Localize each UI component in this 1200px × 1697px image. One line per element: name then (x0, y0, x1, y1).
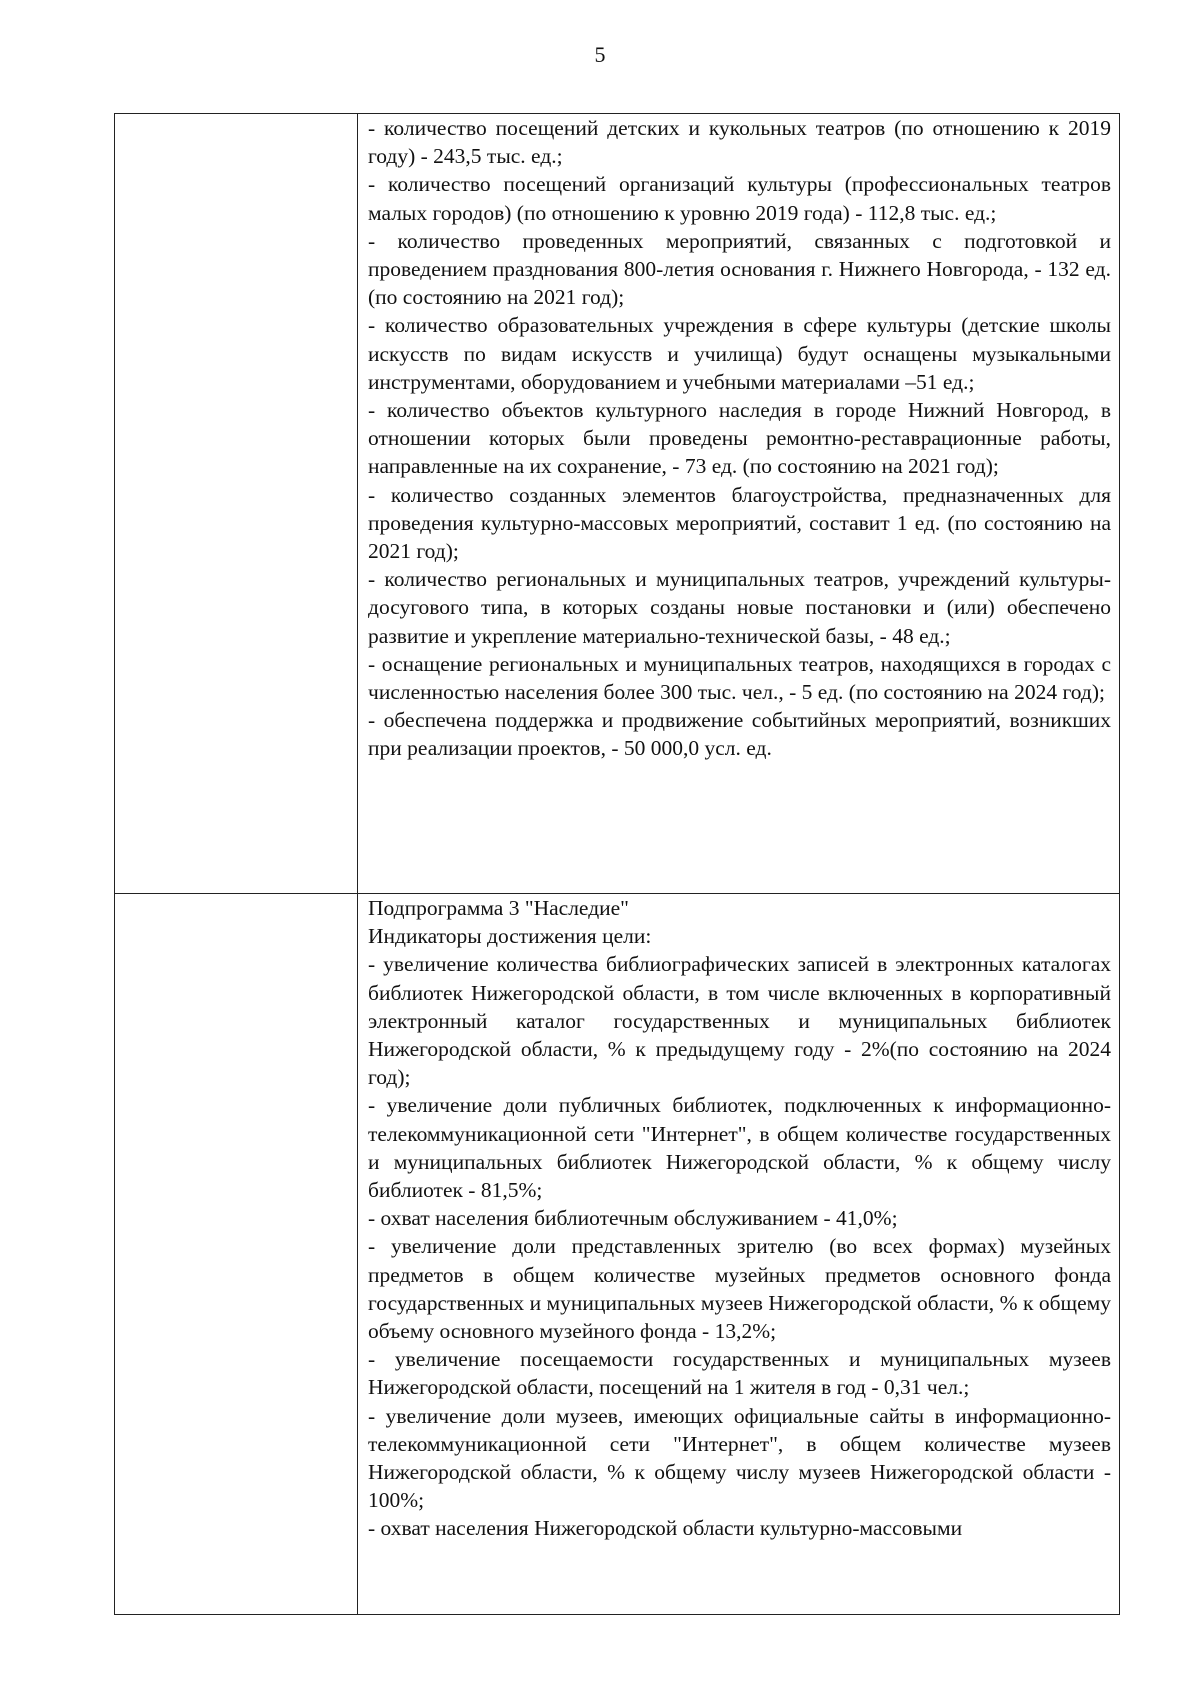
indicator-item: - количество посещений организаций культуры (профессиональных театров малых городов) (по отношению к уровню 2019 года) - 112,8 тыс. ед.; (368, 172, 1111, 225)
indicators-table (114, 113, 1120, 1615)
indicator-item: - количество проведенных мероприятий, связанных с подготовкой и проведением празднования 800-летия основания г. Нижнего Новгорода, - 132 ед. (по состоянию на 2021 год); (368, 228, 1111, 310)
indicator-item: - обеспечена поддержка и продвижение событийных мероприятий, возникших при реализации проектов, - 50 000,0 усл. ед. (368, 708, 1111, 761)
indicator-item: - количество региональных и муниципальных театров, учреждений культуры-досугового типа, в которых созданы новые постановки и (или) обеспечено развитие и укрепление материально-технической базы, - 48 ед.; (368, 567, 1111, 648)
indicator-item: - количество созданных элементов благоустройства, предназначенных для проведения культурно-массовых мероприятий, составит 1 ед. (по состоянию на 2021 год); (368, 482, 1111, 564)
table-cell-left (115, 114, 358, 894)
indicator-item: - увеличение доли представленных зрителю (во всех формах) музейных предметов в общем количестве музейных предметов основного фонда государственных и муниципальных музеев Нижегородской области, % к общему объему основного музейного фонда - 13,2%; (368, 1234, 1111, 1344)
indicator-item: - увеличение количества библиографических записей в электронных каталогах библиотек Нижегородской области, в том числе включенных в корпоративный электронный каталог государственных и муниципальных библиотек Нижегородской области, % к предыдущему году - 2%(по состоянию на 2024 год); (368, 952, 1111, 1090)
subprogram-title: Подпрограмма 3 "Наследие" (368, 896, 629, 920)
indicator-item: - увеличение посещаемости государственных и муниципальных музеев Нижегородской области, посещений на 1 жителя в год - 0,31 чел.; (368, 1347, 1111, 1400)
indicator-list (358, 894, 1119, 1543)
indicator-item: - количество объектов культурного наследия в городе Нижний Новгород, в отношении которых были проведены ремонтно-реставрационные работы, направленные на их сохранение, - 73 ед. (по состоянию на 2021 год); (368, 398, 1111, 479)
indicator-item: - количество посещений детских и кукольных театров (по отношению к 2019 году) - 243,5 тыс. ед.; (368, 116, 1111, 169)
page-number: 5 (594, 42, 606, 67)
indicator-item: - увеличение доли публичных библиотек, подключенных к информационно-телекоммуникационной сети "Интернет", в общем количестве государственных и муниципальных библиотек Нижегородской области, % к общему числу библиотек - 81,5%; (368, 1093, 1111, 1203)
indicator-item: - оснащение региональных и муниципальных театров, находящихся в городах с численностью населения более 300 тыс. чел., - 5 ед. (по состоянию на 2024 год); (368, 651, 1111, 705)
table-row (115, 114, 1120, 894)
indicators-heading: Индикаторы достижения цели: (368, 924, 652, 949)
indicator-item: - количество образовательных учреждения в сфере культуры (детские школы искусств по видам искусств и училища) будут оснащены музыкальными инструментами, оборудованием и учебными материалами –51 ед.; (368, 313, 1111, 394)
indicator-item: - охват населения библиотечным обслуживанием - 41,0%; (368, 1206, 898, 1231)
indicator-item: - увеличение доли музеев, имеющих официальные сайты в информационно-телекоммуникационной сети "Интернет", в общем количестве музеев Нижегородской области, % к общему числу музеев Нижегородской области - 100%; (368, 1403, 1111, 1513)
table-cell-left (115, 894, 358, 1615)
table-cell-right (358, 114, 1120, 894)
table-cell-right (358, 894, 1120, 1615)
indicator-list (358, 114, 1119, 763)
indicator-item: - охват населения Нижегородской области культурно-массовыми (368, 1516, 963, 1541)
table-row (115, 894, 1120, 1615)
